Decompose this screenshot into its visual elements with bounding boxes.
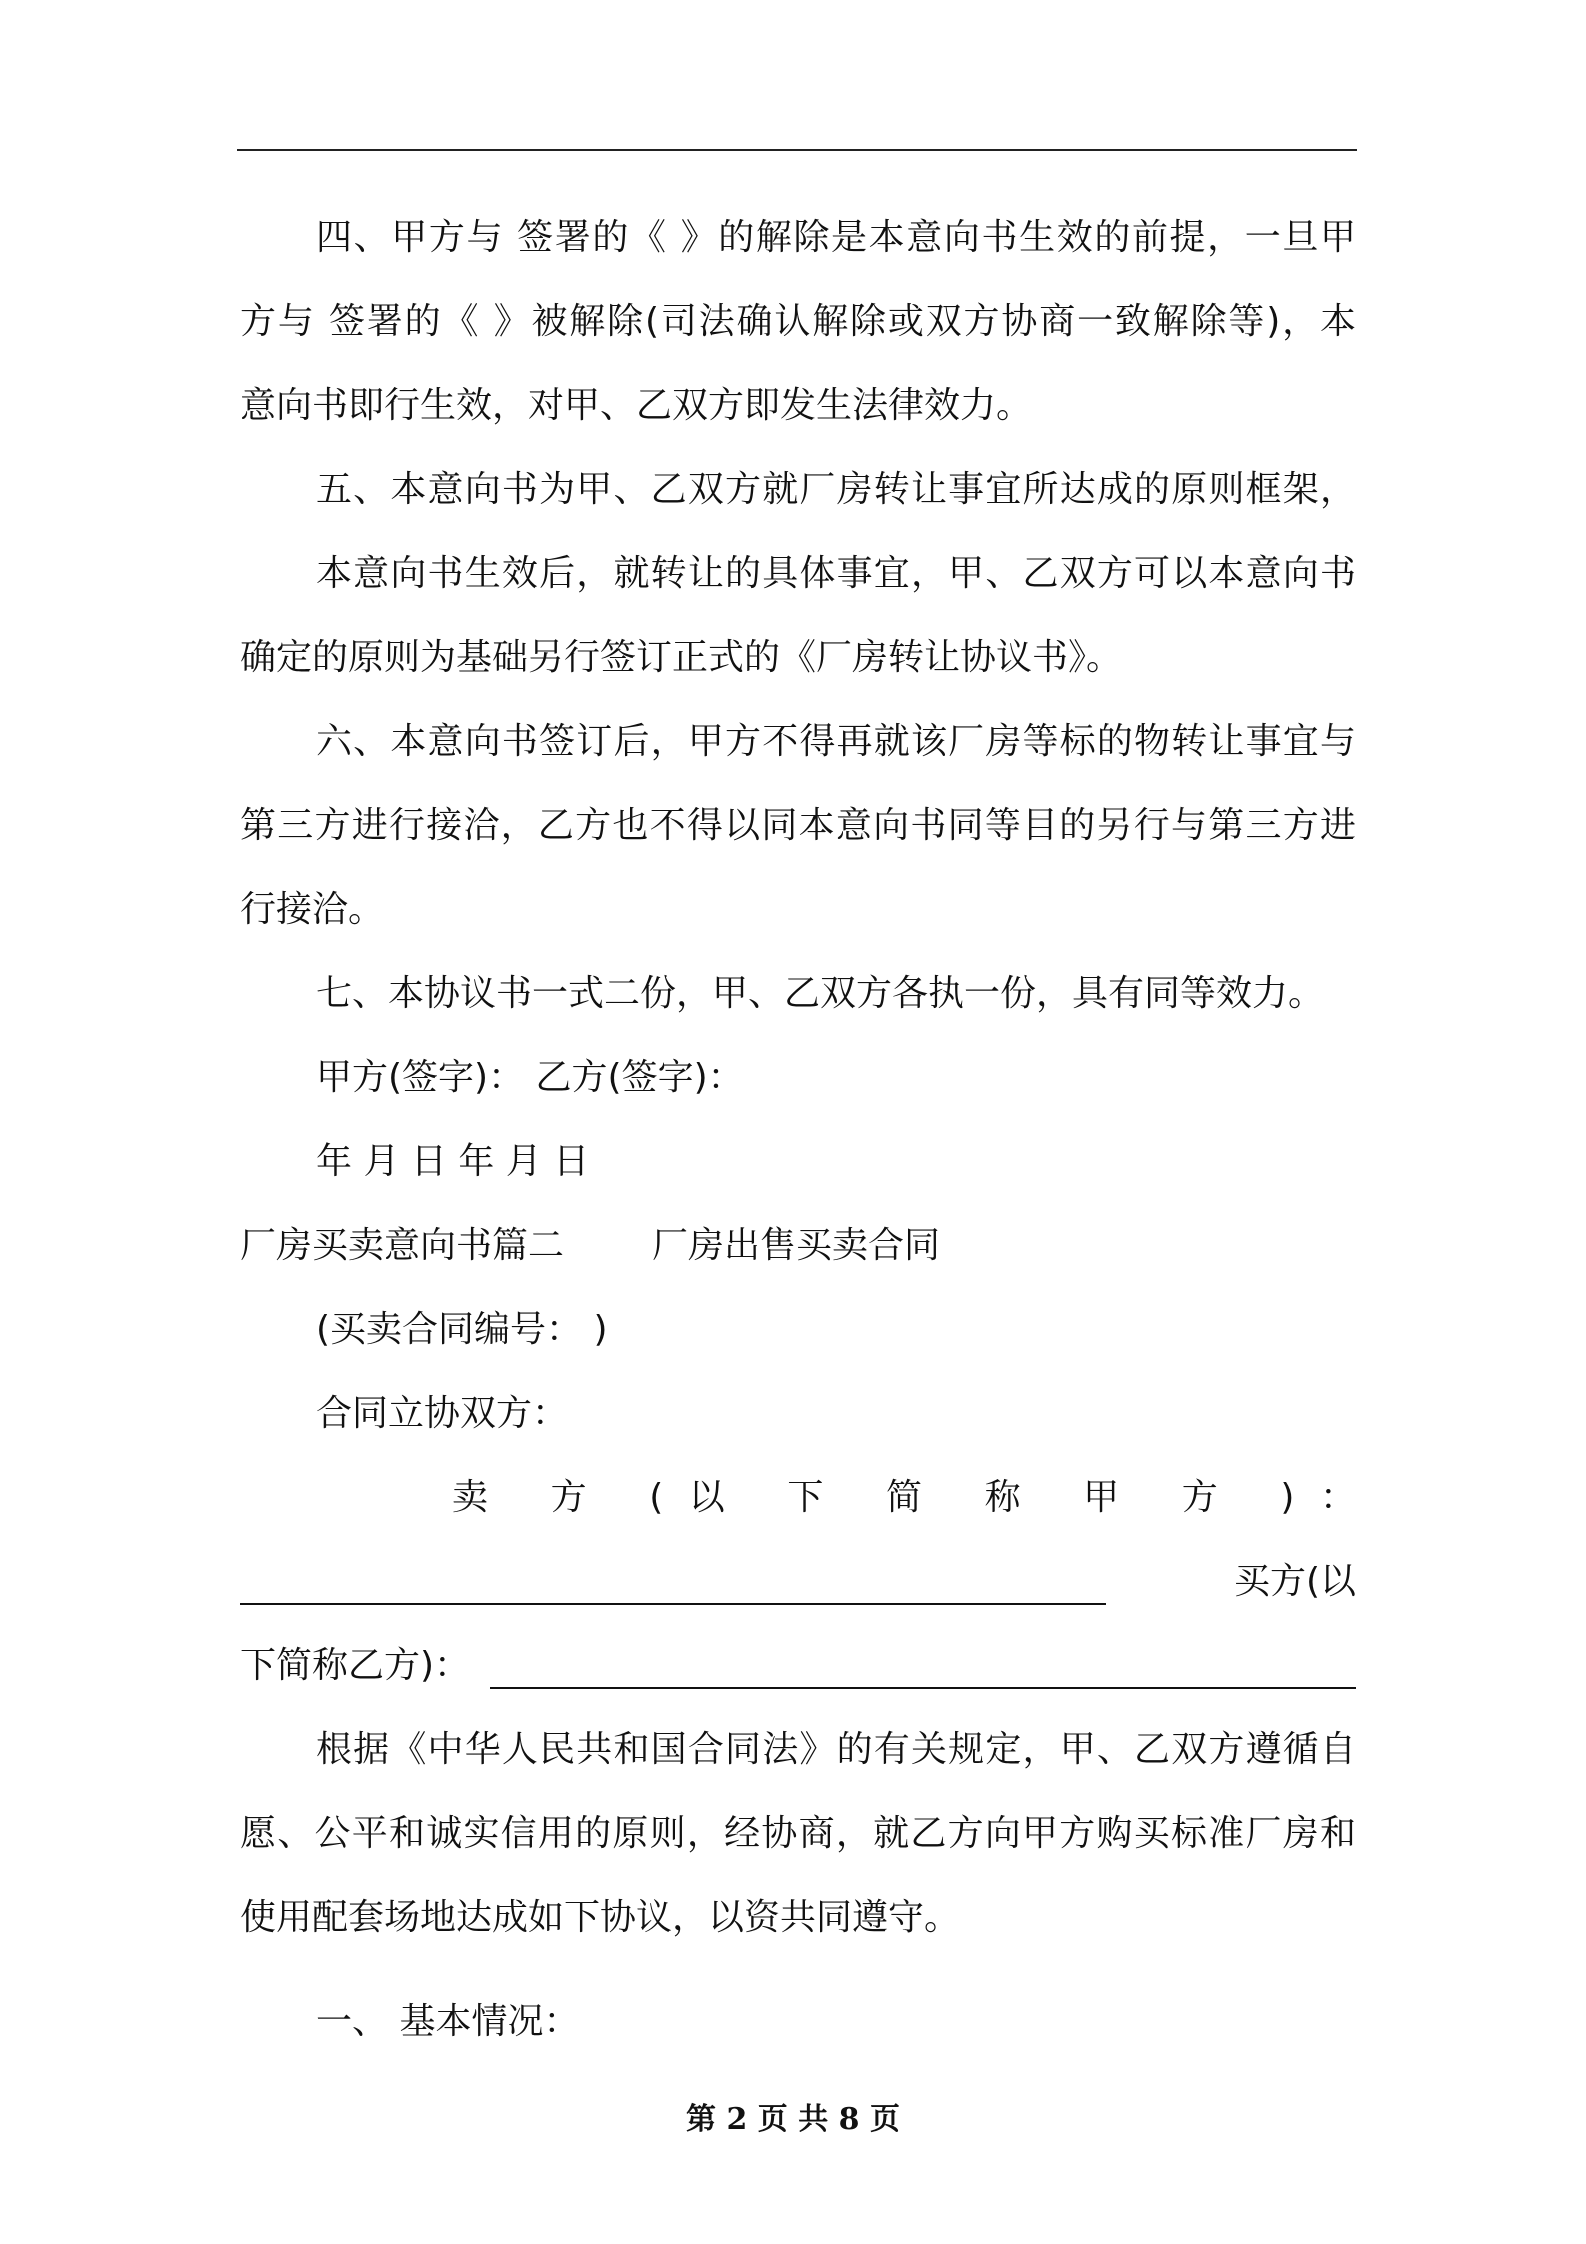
page-number: 第 2 页 共 8 页 bbox=[686, 2102, 900, 2137]
header-rule bbox=[237, 149, 1357, 151]
seller-line: 卖 方 (以 下 简 称 甲 方 )： bbox=[452, 1477, 1356, 1518]
paragraph-5-line-1: 五、本意向书为甲、乙双方就厂房转让事宜所达成的原则框架， bbox=[316, 469, 1356, 510]
heading-basic-info: 一、 基本情况： bbox=[316, 2001, 580, 2042]
date-line: 年 月 日 年 月 日 bbox=[316, 1141, 590, 1182]
section-2-title: 厂房买卖意向书篇二 bbox=[240, 1225, 565, 1266]
buyer-label-start: 买方(以 bbox=[1233, 1561, 1356, 1602]
paragraph-4-line-1: 四、甲方与 签署的《 》的解除是本意向书生效的前提，一旦甲 bbox=[316, 217, 1356, 258]
basis-line-2: 愿、公平和诚实信用的原则，经协商，就乙方向甲方购买标准厂房和 bbox=[240, 1813, 1356, 1854]
paragraph-5-line-3: 确定的原则为基础另行签订正式的《厂房转让协议书》。 bbox=[240, 637, 1123, 678]
paragraph-6-line-2: 第三方进行接洽，乙方也不得以同本意向书同等目的另行与第三方进 bbox=[240, 805, 1356, 846]
paragraph-7: 七、本协议书一式二份，甲、乙双方各执一份，具有同等效力。 bbox=[316, 973, 1325, 1014]
parties-label: 合同立协双方： bbox=[316, 1393, 569, 1434]
paragraph-4-line-3: 意向书即行生效，对甲、乙双方即发生法律效力。 bbox=[240, 385, 1033, 426]
paragraph-6-line-3: 行接洽。 bbox=[240, 889, 385, 930]
buyer-line-1 bbox=[240, 1540, 1356, 1624]
section-2-title-row bbox=[240, 1204, 1356, 1288]
document-body bbox=[240, 196, 1356, 2064]
basis-line-1: 根据《中华人民共和国合同法》的有关规定，甲、乙双方遵循自 bbox=[316, 1729, 1356, 1770]
basis-line-3: 使用配套场地达成如下协议，以资共同遵守。 bbox=[240, 1897, 961, 1938]
paragraph-4-line-2: 方与 签署的《 》被解除(司法确认解除或双方协商一致解除等)，本 bbox=[240, 301, 1356, 342]
buyer-label-end: 下简称乙方)： bbox=[240, 1645, 471, 1686]
contract-number: (买卖合同编号： ) bbox=[316, 1309, 608, 1350]
paragraph-6-line-1: 六、本意向书签订后，甲方不得再就该厂房等标的物转让事宜与 bbox=[316, 721, 1356, 762]
signature-line: 甲方(签字)： 乙方(签字)： bbox=[316, 1057, 744, 1098]
buyer-name-blank[interactable] bbox=[490, 1643, 1356, 1689]
section-2-subtitle: 厂房出售买卖合同 bbox=[652, 1225, 941, 1266]
buyer-line-2 bbox=[240, 1624, 1356, 1708]
seller-name-blank[interactable] bbox=[240, 1559, 1106, 1605]
paragraph-5-line-2: 本意向书生效后，就转让的具体事宜，甲、乙双方可以本意向书 bbox=[316, 553, 1356, 594]
